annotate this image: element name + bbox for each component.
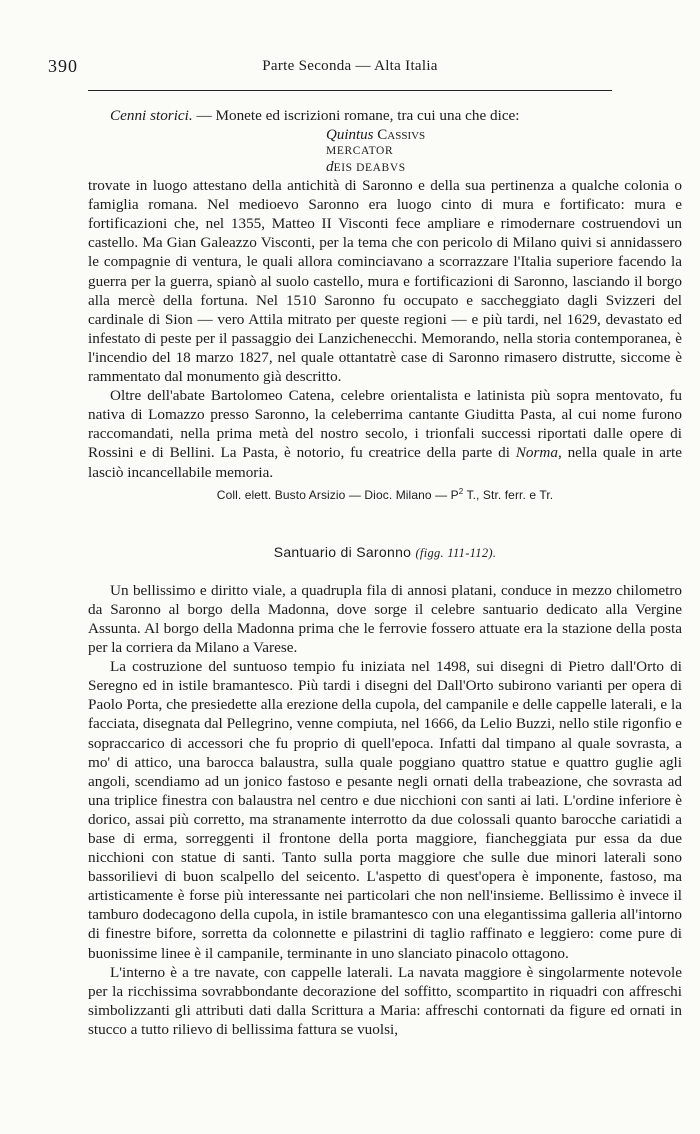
heading-title: Santuario di Saronno bbox=[273, 543, 412, 560]
inscription-word: Quintus bbox=[326, 127, 374, 144]
inscription-word: EIS DEABVS bbox=[333, 162, 406, 175]
page-header bbox=[48, 56, 652, 78]
historical-paragraph: trovate in luogo attestano della antichità di Saronno e della sua pertinenza a qualche colonia o famiglia romana. Nel medioevo Saronno era luogo cinto di mura e fortificato: mura e fortificazioni che, nel 1355, Matteo II Visconti fece ampliare e rimodernare costruendovi un castello. Ma Gian Galeazzo Visconti, per la tema che con pericolo di Milano quivi si annidassero le compagnie di ventura, le quali allora cominciavano a scorrazzare l'Italia superiore facendo la guerra per la guerra, spianò al suolo castello, mura e fortificazioni di Saronno, lasciando il borgo alla mercè della fortuna. Nel 1510 Saronno fu occupato e saccheggiato dagli Svizzeri del cardinale di Sion — vero Attila mitrato per queste regioni — e più tardi, nel 1629, devastato ed infestato di peste per il passaggio dei Lanzichenecchi. Memorando, nella storia contemporanea, è l'incendio del 18 marzo 1827, nel quale ottantatrè case di Saronno rimasero distrutte, siccome è rammentato dal monumento già descritto. bbox=[88, 177, 682, 386]
running-head: Parte Seconda — Alta Italia bbox=[262, 58, 438, 74]
notables-text: Oltre dell'abate Bartolomeo Catena, celebre orientalista e latinista più sopra mentovato, fu nativa di Lomazzo presso Saronno, la celeberrima cantante Giuditta Pasta, al cui nome furono raccomandati, nella prima metà del nostro secolo, i trionfali successi riportati dalle opere di Rossini e di Bellini. La Pasta, è notorio, fu creatrice della parte di bbox=[88, 387, 682, 462]
section-label: Cenni storici. bbox=[110, 107, 193, 124]
inscription-line-2: MERCATOR bbox=[326, 145, 394, 158]
inscription-letter: d bbox=[326, 158, 334, 176]
page-number: 390 bbox=[48, 56, 78, 76]
figure-reference: (figg. 111-112). bbox=[415, 545, 497, 560]
header-rule bbox=[88, 90, 612, 91]
historical-lead bbox=[88, 106, 682, 125]
santuario-paragraph-2: La costruzione del suntuoso tempio fu iniziata nel 1498, sui disegni di Pietro dall'Orto di Seregno ed in istile bramantesco. Più tardi i disegni del Dall'Orto subirono varianti per opera di Paolo Porta, che presiedette alla erezione della cupola, del campanile e delle cappelle laterali, e la facciata, disegnata dal Pellegrino, venne compiuta, nel 1666, da Lelio Buzzi, nello stile rigonfio e sopraccarico di accessori che fu proprio di quell'epoca. Infatti dal timpano al quale sovrasta, a mo' di attico, una barocca balaustra, sulla quale poggiano quattro statue e quattro guglie agli angoli, scendiamo ad un jonico fastoso e pesante negli ornati della trabeazione, che sovrasta ad una triplice finestra con balaustra nel centro e due nicchioni con santi ai lati. L'ordine inferiore è dorico, assai più corretto, ma stranamente interrotto da due colossali quanto barocche cariatidi a base di erma, sorreggenti il frontone della porta maggiore, fiancheggiata pur essa da due nicchioni con statue di santi. Tanto sulla porta maggiore che sulle due minori laterali sono bassorilievi di buon scalpello del seicento. L'aspetto di quest'opera è imponente, fastoso, ma artisticamente è forse più interessante nei particolari che non nell'insieme. Bellissimo è invece il tamburo dodecagono della cupola, in istile bramantesco con una elegantissima galleria all'intorno di finestre bifore, sorretta da colonnette e pilastrini di taglio raffinato e leggiero: come pure di buonissime linee è il campanile, terminante in uno slanciato pinacolo ottagono. bbox=[88, 658, 682, 962]
inscription-line-1 bbox=[326, 127, 682, 143]
inscription-line-3 bbox=[326, 159, 682, 176]
inscription-word: Cassivs bbox=[377, 127, 426, 144]
meta-superscript: 2 bbox=[458, 486, 464, 496]
santuario-paragraph-3: L'interno è a tre navate, con cappelle laterali. La navata maggiore è singolarmente notevole per la ricchissima sovrabbondante decorazione del soffitto, scompartito in riquadri con affreschi simbolizzanti gli attributi dati dalla Scrittura a Maria: affreschi contornati da figure ed ornati in stucco a tutto rilievo di bellissima fattura se vuolsi, bbox=[88, 963, 682, 1038]
santuario-paragraph-1: Un bellissimo e diritto viale, a quadrupla fila di annosi platani, conduce in mezzo chilometro da Saronno al borgo della Madonna, dove sorge il celebre santuario dedicato alla Vergine Assunta. Al borgo della Madonna prima che le ferrovie fossero attuate era la stazione della posta per la corriera da Milano a Varese. bbox=[88, 581, 682, 657]
administrative-info bbox=[88, 482, 682, 505]
historical-lead-text: — Monete ed iscrizioni romane, tra cui una che dice: bbox=[196, 107, 520, 124]
notables-paragraph bbox=[88, 386, 682, 481]
meta-text: Coll. elett. Busto Arsizio — Dioc. Milano — P bbox=[216, 487, 459, 502]
meta-text-end: T., Str. ferr. e Tr. bbox=[463, 487, 554, 502]
opera-title: Norma bbox=[515, 444, 558, 462]
body-text bbox=[88, 106, 682, 1039]
roman-inscription bbox=[326, 127, 682, 176]
section-heading bbox=[88, 543, 682, 563]
notables-text-end: , nella quale in arte lasciò incancellabile memoria. bbox=[88, 444, 683, 481]
